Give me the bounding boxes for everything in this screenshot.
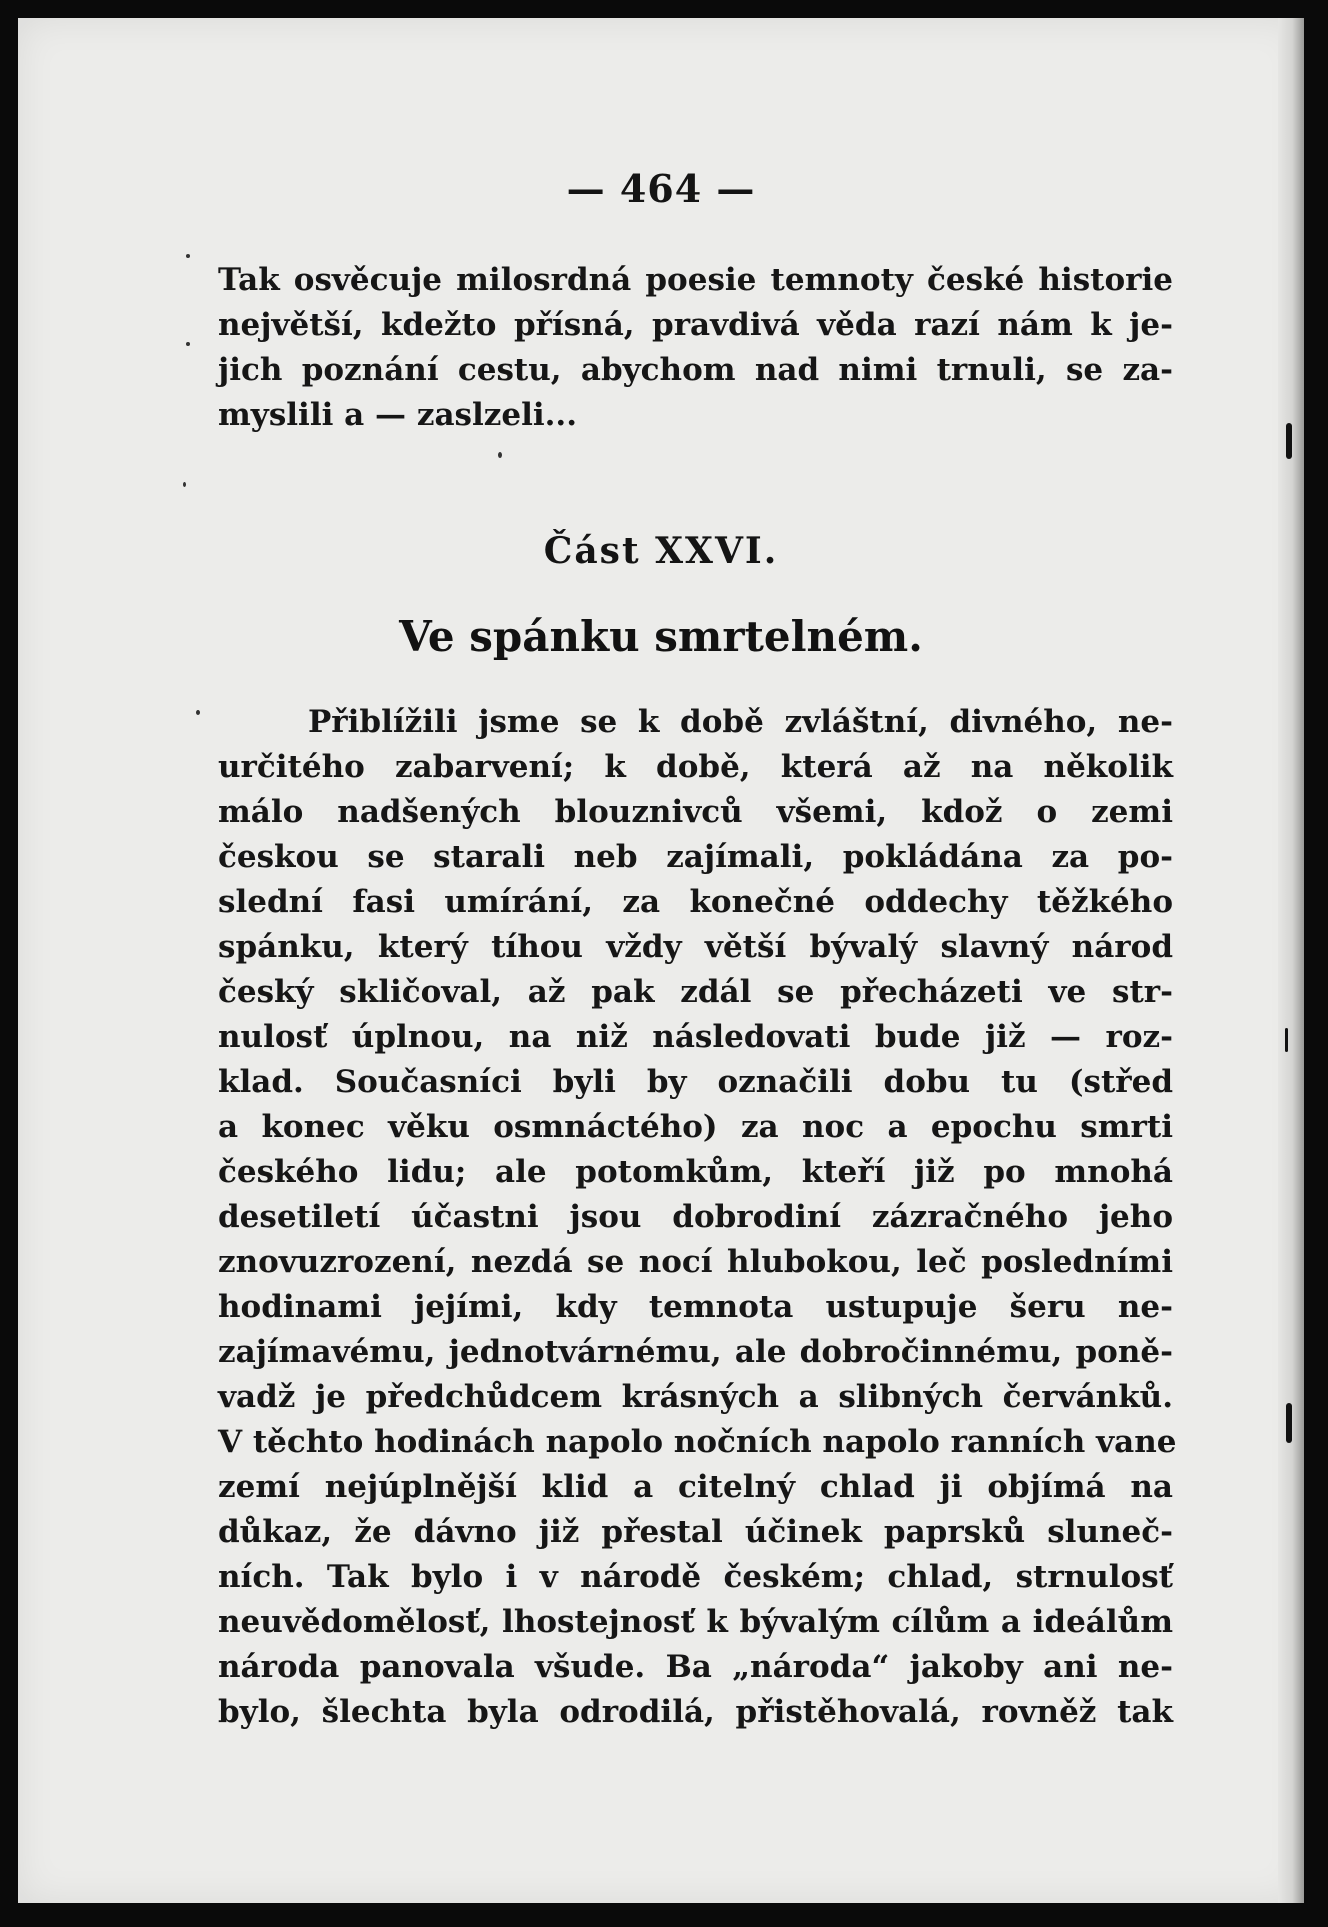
text-line: V těchto hodinách napolo nočních napolo ranních vane — [218, 1424, 1177, 1460]
text-line: myslili a — zaslzeli... — [218, 397, 578, 433]
text-line: zemí nejúplnější klid a citelný chlad ji objímá na — [218, 1469, 1173, 1505]
part-heading: Část XXVI. — [543, 530, 779, 572]
text-line: klad. Současníci byli by označili dobu tu (střed — [218, 1064, 1173, 1100]
text-line: hodinami jejími, kdy temnota ustupuje šeru ne- — [218, 1289, 1173, 1325]
text-line: slední fasi umírání, za konečné oddechy těžkého — [218, 884, 1173, 920]
text-line: neuvědomělosť, lhostejnosť k bývalým cílům a ideálům — [218, 1604, 1173, 1640]
chapter-title: Ve spánku smrtelném. — [399, 612, 923, 661]
print-speck — [196, 710, 200, 715]
binding-mark — [1285, 1028, 1288, 1052]
binding-mark — [1286, 1403, 1292, 1443]
text-line: českého lidu; ale potomkům, kteří již po mnohá — [218, 1154, 1173, 1190]
text-line: největší, kdežto přísná, pravdivá věda razí nám k je- — [218, 307, 1173, 343]
body-paragraph — [218, 700, 1177, 1735]
print-speck — [498, 452, 502, 458]
text-line: nulosť úplnou, na niž následovati bude již — roz- — [218, 1019, 1173, 1055]
text-line: zajímavému, jednotvárnému, ale dobročinnému, poně- — [218, 1334, 1173, 1370]
text-line: vadž je předchůdcem krásných a slibných červánků. — [218, 1379, 1173, 1415]
page-edge-shadow — [1278, 18, 1304, 1903]
text-line: a konec věku osmnáctého) za noc a epochu smrti — [218, 1109, 1173, 1145]
text-line: českou se starali neb zajímali, pokládána za po- — [218, 839, 1173, 875]
intro-paragraph — [218, 258, 1173, 438]
text-line: Tak osvěcuje milosrdná poesie temnoty české historie — [218, 262, 1173, 298]
text-line: český skličoval, až pak zdál se přecházeti ve str- — [218, 974, 1173, 1010]
print-speck — [183, 482, 186, 487]
text-line: určitého zabarvení; k době, která až na několik — [218, 749, 1173, 785]
print-speck — [186, 254, 190, 258]
text-line: jich poznání cestu, abychom nad nimi trnuli, se za- — [218, 352, 1173, 388]
book-page — [18, 18, 1304, 1903]
text-line: znovuzrození, nezdá se nocí hlubokou, leč posledními — [218, 1244, 1173, 1280]
binding-mark — [1286, 423, 1292, 459]
text-line: desetiletí účastni jsou dobrodiní zázračného jeho — [218, 1199, 1173, 1235]
text-line: národa panovala všude. Ba „národa“ jakoby ani ne- — [218, 1649, 1173, 1685]
text-line: ních. Tak bylo i v národě českém; chlad, strnulosť — [218, 1559, 1173, 1595]
text-line: bylo, šlechta byla odrodilá, přistěhovalá, rovněž tak — [218, 1694, 1173, 1730]
text-line: důkaz, že dávno již přestal účinek paprsků sluneč- — [218, 1514, 1173, 1550]
print-speck — [186, 342, 190, 346]
text-line: spánku, který tíhou vždy větší bývalý slavný národ — [218, 929, 1173, 965]
page-number: — 464 — — [566, 166, 756, 211]
text-line: málo nadšených blouznivců všemi, kdož o zemi — [218, 794, 1173, 830]
text-line: Přiblížili jsme se k době zvláštní, divného, ne- — [308, 704, 1173, 740]
